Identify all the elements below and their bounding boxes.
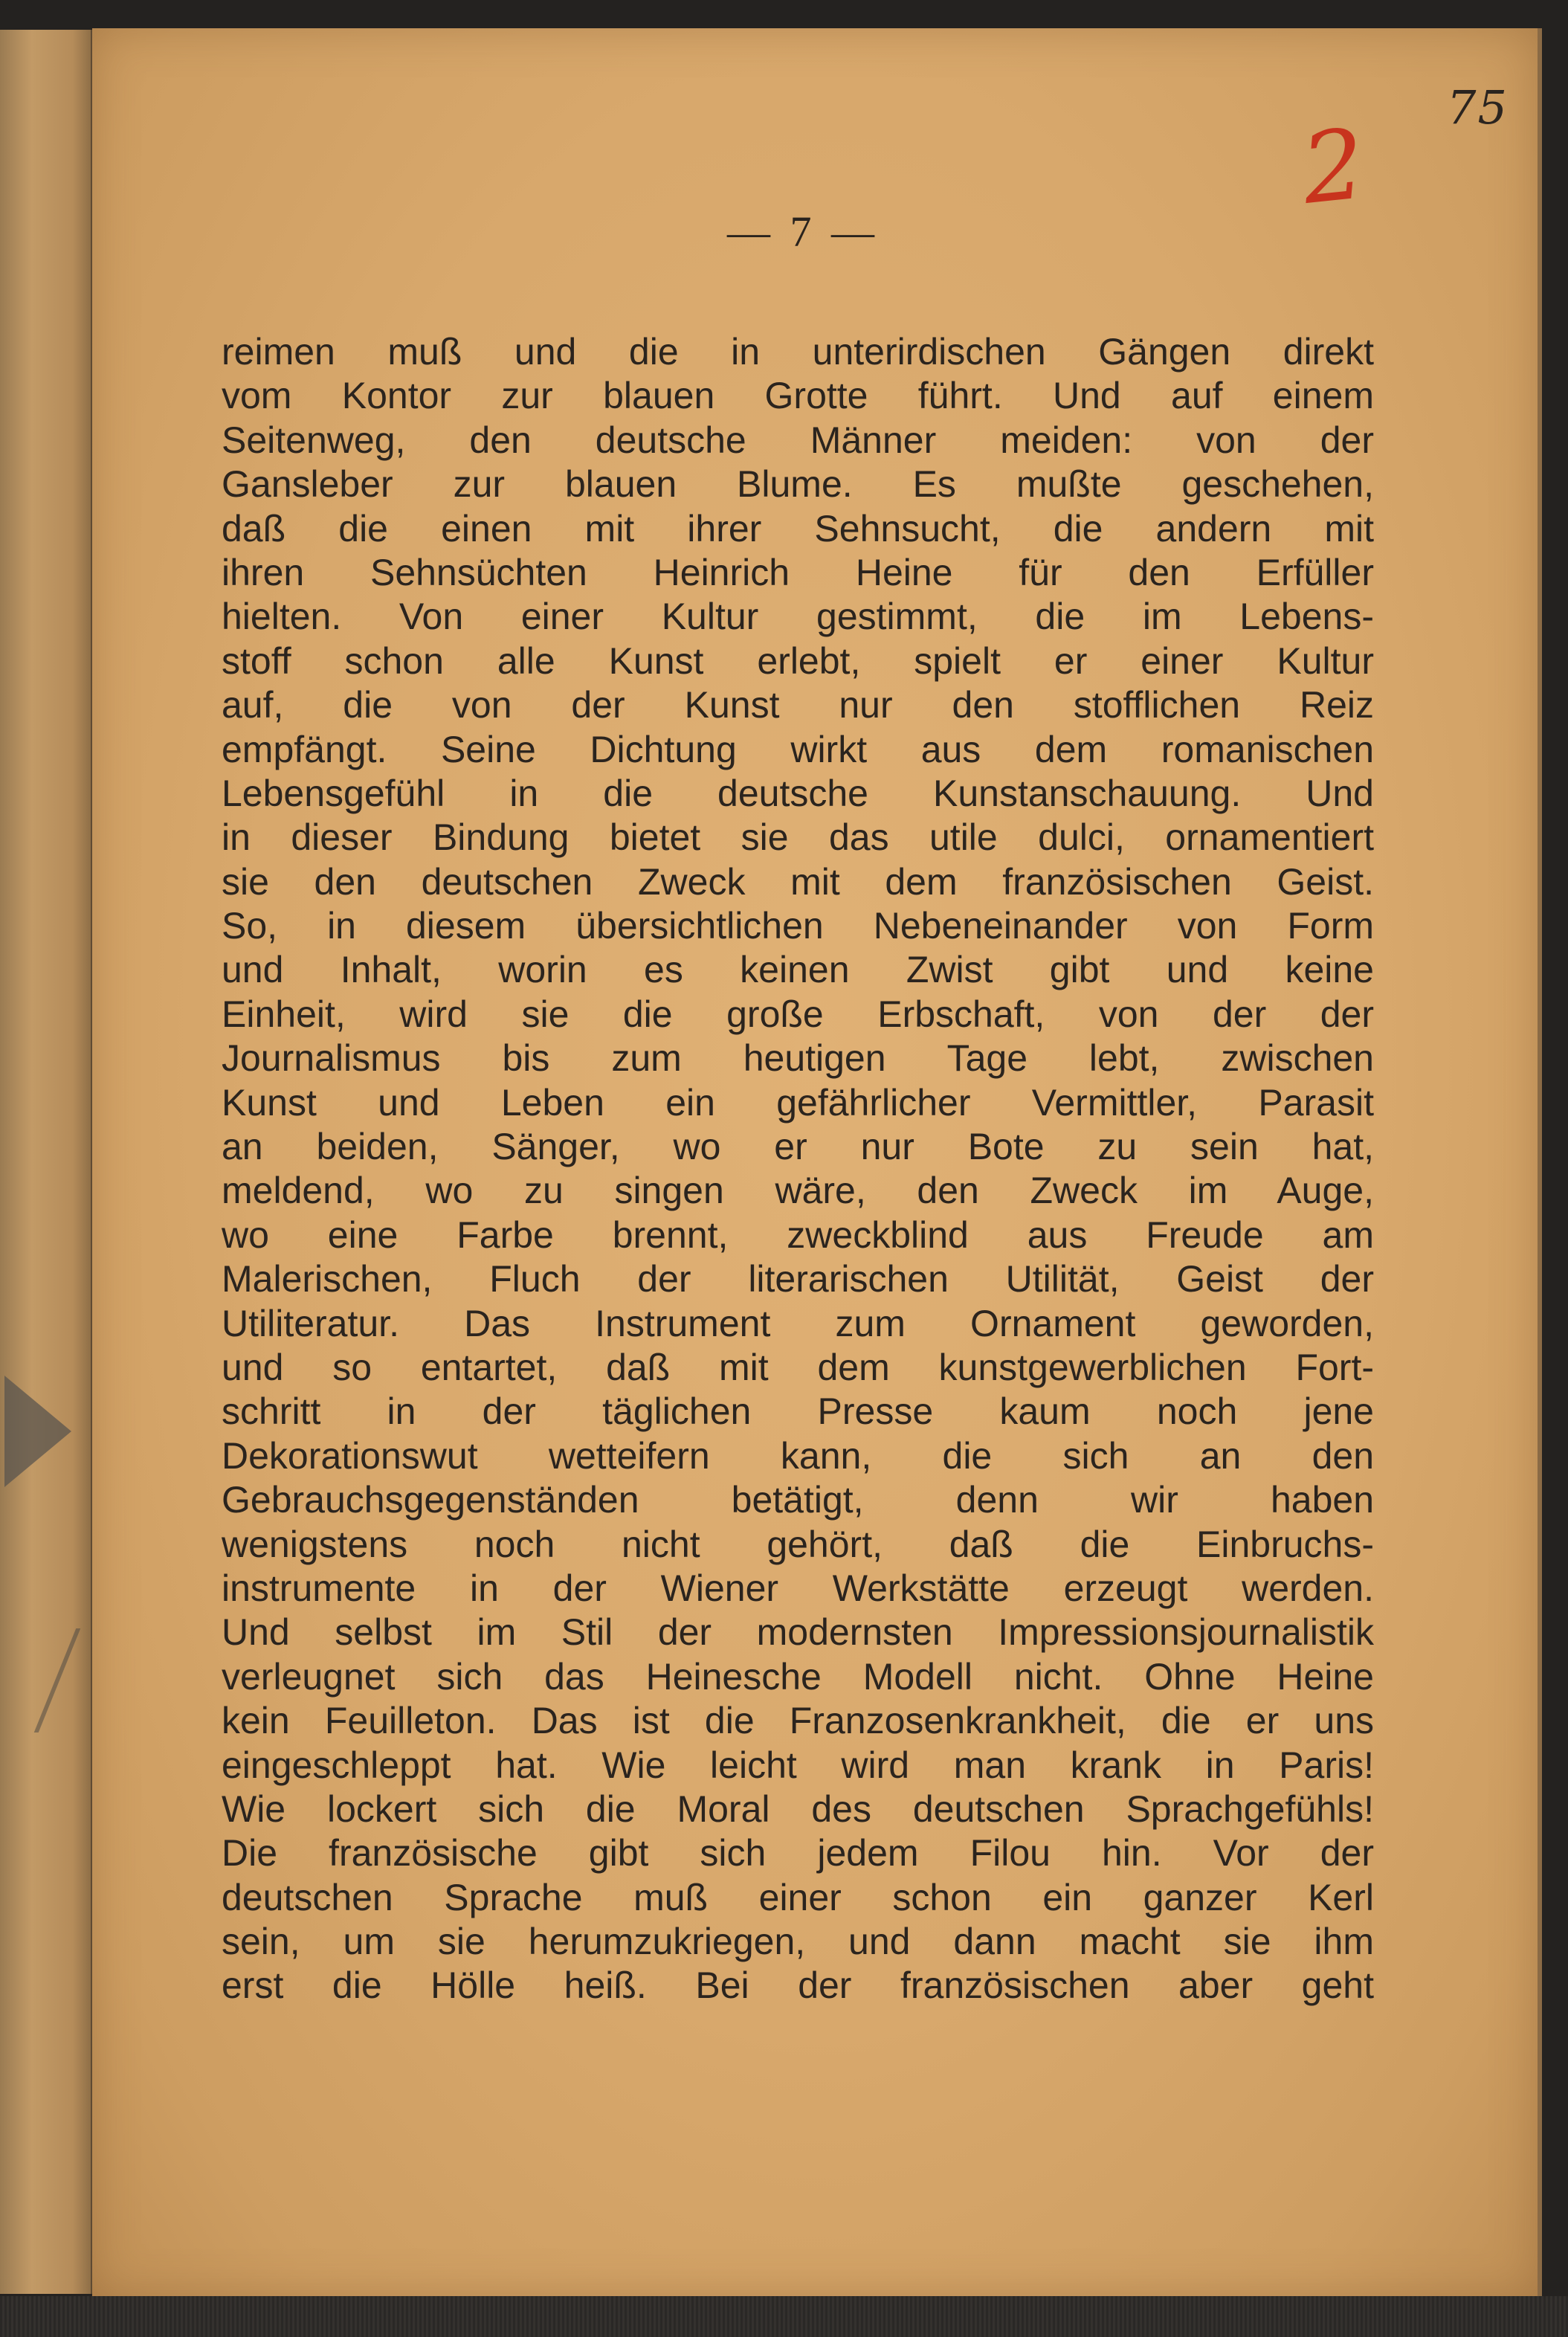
text-line: sein, um sie herumzukriegen, und dann macht sie ihm: [222, 1921, 1374, 1963]
text-line: instrumente in der Wiener Werkstätte erzeugt werden.: [222, 1567, 1374, 1609]
page-number: — 7 —: [727, 207, 879, 256]
text-line: Journalismus bis zum heutigen Tage lebt, zwischen: [222, 1037, 1374, 1080]
handwritten-folio-number: 75: [1447, 80, 1509, 135]
text-line: kein Feuilleton. Das ist die Franzosenkrankheit, die er uns: [222, 1700, 1374, 1742]
stain-mark: [4, 1376, 71, 1487]
text-line: wo eine Farbe brennt, zweckblind aus Freude am: [222, 1213, 1374, 1256]
text-line: daß die einen mit ihrer Sehnsucht, die andern mit: [222, 507, 1374, 549]
text-line: Utiliteratur. Das Instrument zum Ornament geworden,: [222, 1302, 1374, 1344]
text-line: sie den deutschen Zweck mit dem französischen Geist.: [222, 860, 1374, 903]
scanner-bed-edge: [0, 2296, 1568, 2337]
text-line: und so entartet, daß mit dem kunstgewerblichen Fort-: [222, 1346, 1374, 1388]
text-line: ihren Sehnsüchten Heinrich Heine für den Erfüller: [222, 551, 1374, 593]
text-line: meldend, wo zu singen wäre, den Zweck im Auge,: [222, 1170, 1374, 1212]
text-line: Wie lockert sich die Moral des deutschen Sprachgefühls!: [222, 1788, 1374, 1830]
stain-mark: [0, 1628, 80, 1732]
text-line: Einheit, wird sie die große Erbschaft, von der der: [222, 993, 1374, 1035]
text-line: Seitenweg, den deutsche Männer meiden: von der: [222, 419, 1374, 461]
book-page: [92, 28, 1542, 2302]
text-line: wenigstens noch nicht gehört, daß die Einbruchs-: [222, 1523, 1374, 1565]
red-handwritten-mark: 2: [1297, 107, 1370, 226]
text-line: Lebensgefühl in die deutsche Kunstanschauung. Und: [222, 772, 1374, 814]
facing-page-edge: [0, 30, 93, 2294]
text-line: Und selbst im Stil der modernsten Impressionsjournalistik: [222, 1611, 1374, 1654]
text-line: hielten. Von einer Kultur gestimmt, die im Lebens-: [222, 596, 1374, 638]
text-line: Gebrauchsgegenständen betätigt, denn wir haben: [222, 1479, 1374, 1521]
text-line: Malerischen, Fluch der literarischen Utilität, Geist der: [222, 1258, 1374, 1300]
text-line: schritt in der täglichen Presse kaum noch jene: [222, 1390, 1374, 1433]
text-line: reimen muß und die in unterirdischen Gängen direkt: [222, 331, 1374, 373]
text-line: auf, die von der Kunst nur den stofflichen Reiz: [222, 684, 1374, 726]
text-line: Kunst und Leben ein gefährlicher Vermittler, Parasit: [222, 1081, 1374, 1124]
text-line: vom Kontor zur blauen Grotte führt. Und auf einem: [222, 375, 1374, 417]
body-text: [222, 330, 1374, 2008]
text-line: deutschen Sprache muß einer schon ein ganzer Kerl: [222, 1876, 1374, 1918]
text-line: und Inhalt, worin es keinen Zwist gibt und keine: [222, 949, 1374, 991]
text-line: Die französische gibt sich jedem Filou hin. Vor der: [222, 1832, 1374, 1875]
text-line: erst die Hölle heiß. Bei der französischen aber geht: [222, 1964, 1374, 2007]
text-line: in dieser Bindung bietet sie das utile dulci, ornamentiert: [222, 816, 1374, 859]
text-line: Gansleber zur blauen Blume. Es mußte geschehen,: [222, 463, 1374, 506]
text-line: Dekorationswut wetteifern kann, die sich an den: [222, 1434, 1374, 1477]
text-line: an beiden, Sänger, wo er nur Bote zu sein hat,: [222, 1126, 1374, 1168]
text-line: stoff schon alle Kunst erlebt, spielt er einer Kultur: [222, 639, 1374, 682]
text-line: verleugnet sich das Heinesche Modell nicht. Ohne Heine: [222, 1655, 1374, 1698]
text-line: So, in diesem übersichtlichen Nebeneinander von Form: [222, 905, 1374, 947]
text-line: eingeschleppt hat. Wie leicht wird man krank in Paris!: [222, 1744, 1374, 1786]
text-line: empfängt. Seine Dichtung wirkt aus dem romanischen: [222, 728, 1374, 770]
